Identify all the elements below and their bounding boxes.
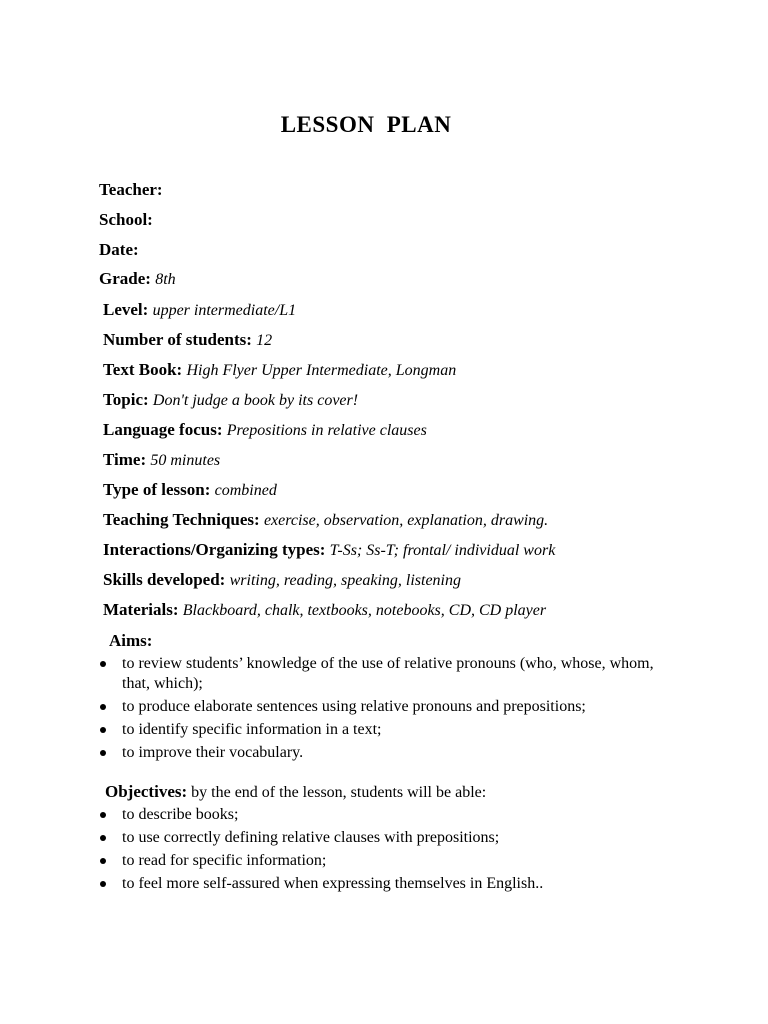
list-item: [98, 720, 678, 740]
aim-text: to improve their vocabulary.: [122, 744, 304, 761]
aims-heading: [109, 631, 152, 651]
list-item: [98, 874, 678, 894]
field-label: Time:: [103, 450, 147, 469]
bullet-icon: [100, 858, 106, 864]
field-label: Language focus:: [103, 420, 223, 439]
field-interactions: [103, 540, 555, 560]
bullet-icon: [100, 835, 106, 841]
objectives-list: [98, 805, 678, 897]
list-item: [98, 828, 678, 848]
field-label: Topic:: [103, 390, 149, 409]
field-school: [99, 210, 153, 230]
field-value: 8th: [155, 271, 176, 288]
list-item: [98, 805, 678, 825]
field-value: upper intermediate/L1: [152, 302, 297, 319]
field-label: Materials:: [103, 600, 179, 619]
field-label: Number of students:: [103, 330, 252, 349]
field-value: combined: [214, 482, 277, 499]
field-label: Type of lesson:: [103, 480, 211, 499]
aim-text: to review students’ knowledge of the use of relative pronouns (who, whose, whom, that, which);: [122, 655, 654, 692]
field-value: Prepositions in relative clauses: [226, 422, 427, 439]
objectives-heading: [105, 782, 486, 802]
field-label: Grade:: [99, 269, 151, 288]
aims-list: [98, 654, 678, 766]
field-value: T-Ss; Ss-T; frontal/ individual work: [329, 542, 556, 559]
field-level: [103, 300, 296, 320]
aim-text: to identify specific information in a text;: [122, 721, 382, 738]
field-topic: [103, 390, 358, 410]
field-label: School:: [99, 210, 153, 229]
bullet-icon: [100, 727, 106, 733]
bullet-icon: [100, 750, 106, 756]
field-value: Blackboard, chalk, textbooks, notebooks, CD, CD player: [182, 602, 547, 619]
objectives-heading-label: Objectives:: [105, 782, 188, 801]
field-skills-developed: [103, 570, 461, 590]
field-label: Date:: [99, 240, 139, 259]
field-teaching-techniques: [103, 510, 548, 530]
field-value: High Flyer Upper Intermediate, Longman: [186, 362, 457, 379]
list-item: [98, 654, 678, 694]
objective-text: to use correctly defining relative clauses with prepositions;: [122, 829, 500, 846]
field-value: writing, reading, speaking, listening: [229, 572, 461, 589]
field-value: 12: [256, 332, 273, 349]
objective-text: to describe books;: [122, 806, 239, 823]
field-label: Teaching Techniques:: [103, 510, 260, 529]
aim-text: to produce elaborate sentences using relative pronouns and prepositions;: [122, 698, 586, 715]
list-item: [98, 697, 678, 717]
field-language-focus: [103, 420, 427, 440]
field-type-of-lesson: [103, 480, 277, 500]
field-value: Don't judge a book by its cover!: [152, 392, 359, 409]
field-label: Teacher:: [99, 180, 163, 199]
field-teacher: [99, 180, 163, 200]
list-item: [98, 851, 678, 871]
field-date: [99, 240, 139, 260]
document-title: LESSON PLAN: [280, 112, 452, 137]
field-label: Interactions/Organizing types:: [103, 540, 326, 559]
field-time: [103, 450, 220, 470]
objective-text: to feel more self-assured when expressing themselves in English..: [122, 875, 544, 892]
field-value: 50 minutes: [150, 452, 221, 469]
field-text-book: [103, 360, 456, 380]
field-label: Text Book:: [103, 360, 183, 379]
bullet-icon: [100, 812, 106, 818]
aims-heading-label: Aims:: [109, 631, 153, 650]
bullet-icon: [100, 704, 106, 710]
field-number-of-students: [103, 330, 272, 350]
list-item: [98, 743, 678, 763]
objectives-intro: by the end of the lesson, students will be able:: [187, 784, 487, 801]
field-materials: [103, 600, 546, 620]
objective-text: to read for specific information;: [122, 852, 327, 869]
field-value: exercise, observation, explanation, drawing.: [263, 512, 549, 529]
field-grade: [99, 269, 176, 289]
field-label: Level:: [103, 300, 149, 319]
bullet-icon: [100, 661, 106, 667]
bullet-icon: [100, 881, 106, 887]
field-label: Skills developed:: [103, 570, 226, 589]
